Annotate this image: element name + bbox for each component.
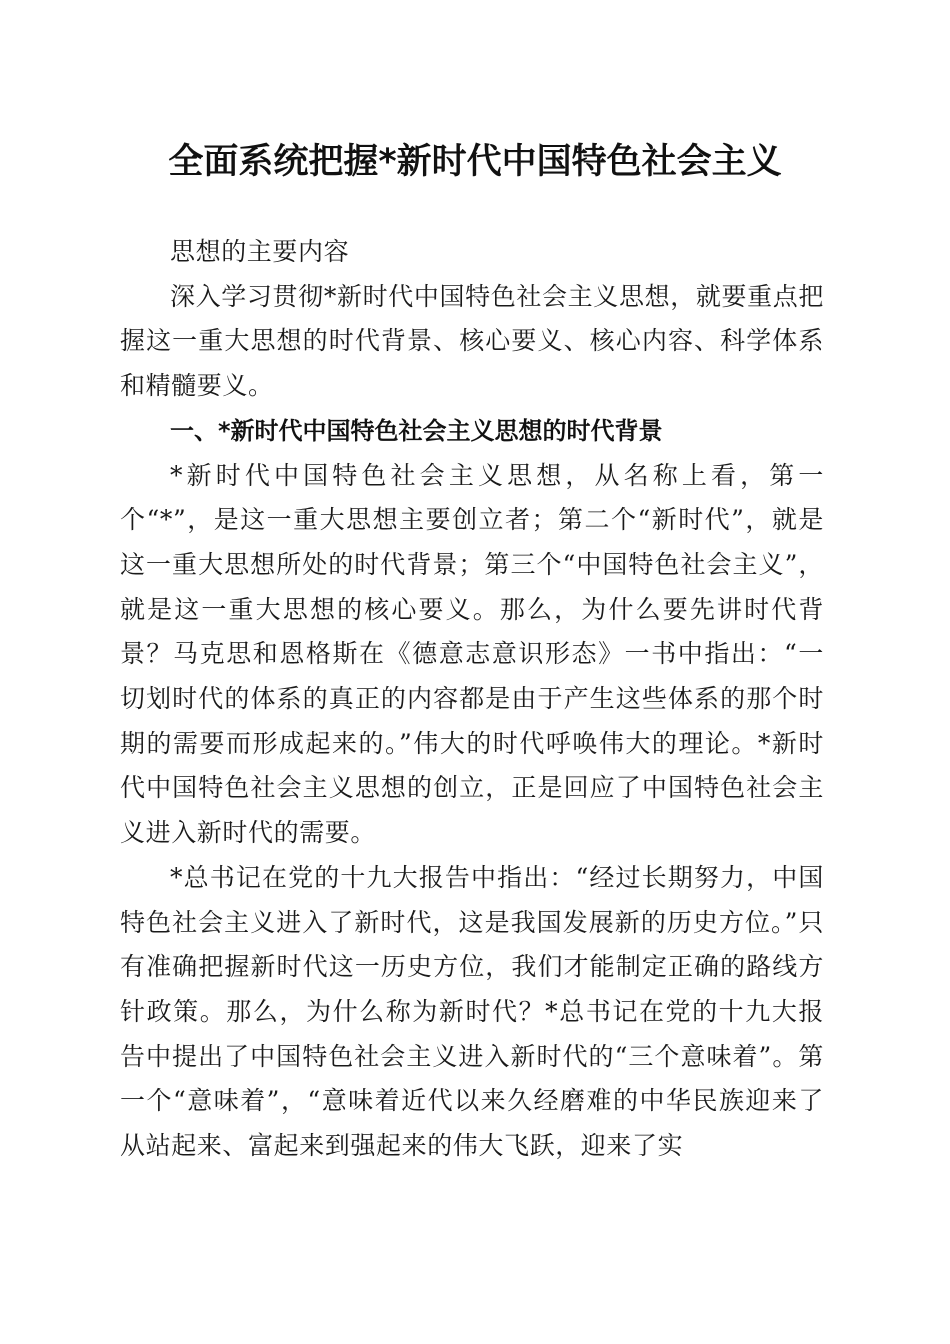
paragraph-body-1: *新时代中国特色社会主义思想，从名称上看，第一个“*”，是这一重大思想主要创立者；第二个“新时代”，就是这一重大思想所处的时代背景；第三个“中国特色社会主义”，就是这一重大思想的核心要义。那么，为什么要先讲时代背景？马克思和恩格斯在《德意志意识形态》一书中指出：“一切划时代的体系的真正的内容都是由于产生这些体系的那个时期的需要而形成起来的。”伟大的时代呼唤伟大的理论。*新时代中国特色社会主义思想的创立，正是回应了中国特色社会主义进入新时代的需要。 xyxy=(120,460,824,848)
paragraph-body-2: *总书记在党的十九大报告中指出：“经过长期努力，中国特色社会主义进入了新时代，这是我国发展新的历史方位。”只有准确把握新时代这一历史方位，我们才能制定正确的路线方针政策。那么，为什么称为新时代？*总书记在党的十九大报告中提出了中国特色社会主义进入新时代的“三个意味着”。第一个“意味着”，“意味着近代以来久经磨难的中华民族迎来了从站起来、富起来到强起来的伟大飞跃，迎来了实 xyxy=(120,862,824,1161)
document-body xyxy=(120,230,824,1169)
subtitle-line: 思想的主要内容 xyxy=(170,237,350,266)
section-heading: 一、*新时代中国特色社会主义思想的时代背景 xyxy=(170,416,663,445)
paragraph-intro: 深入学习贯彻*新时代中国特色社会主义思想，就要重点把握这一重大思想的时代背景、核心要义、核心内容、科学体系和精髓要义。 xyxy=(120,281,824,401)
document-title: 全面系统把握*新时代中国特色社会主义 xyxy=(168,142,782,182)
